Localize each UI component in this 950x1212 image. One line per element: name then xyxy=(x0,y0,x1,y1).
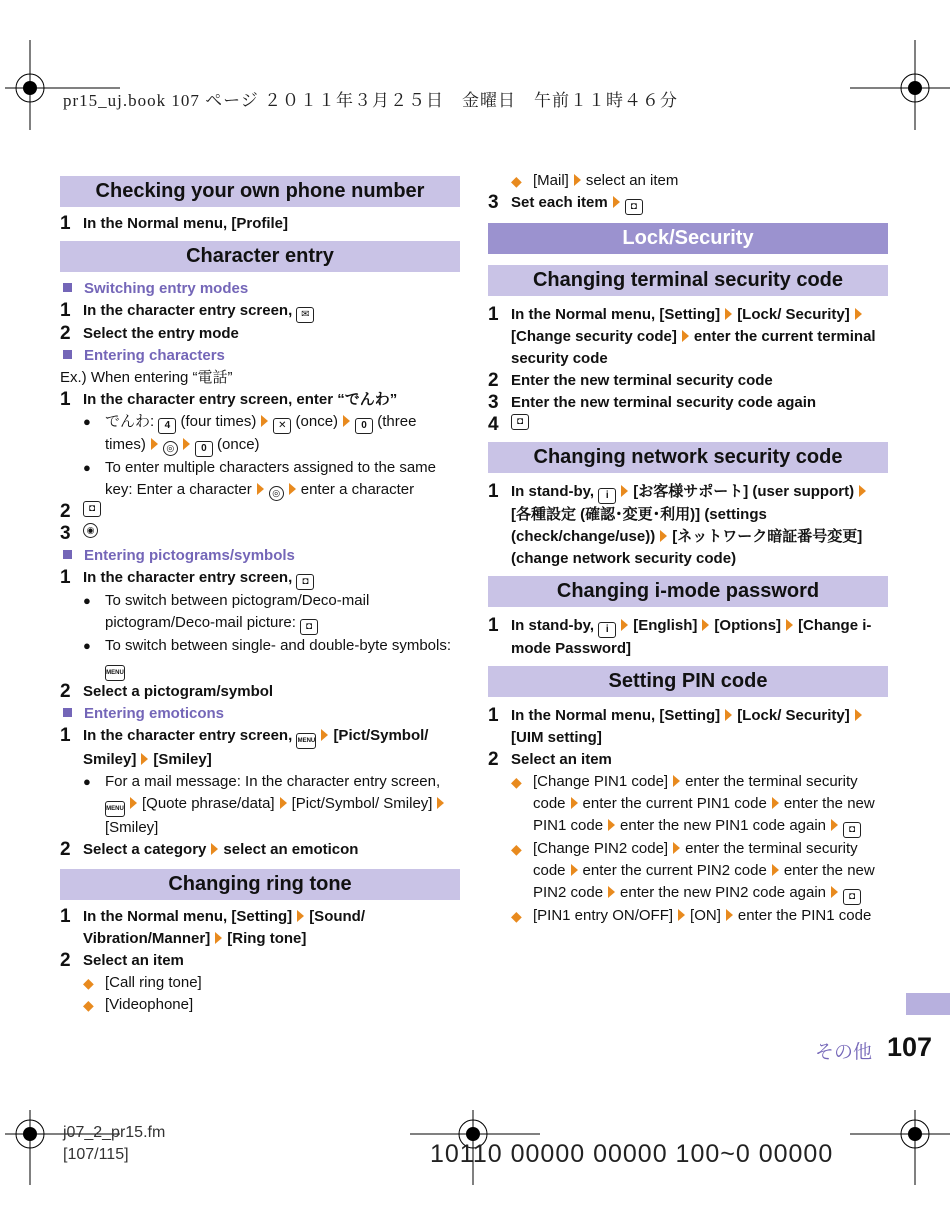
section-heading: Setting PIN code xyxy=(488,666,888,697)
option-item: ◆ [PIN1 entry ON/OFF] [ON] enter the PIN1 code xyxy=(511,907,872,924)
chapter-band: Lock/Security xyxy=(488,223,888,254)
section-heading: Changing terminal security code xyxy=(488,265,888,296)
section-heading: Changing i-mode password xyxy=(488,576,888,607)
step: 1 In the character entry screen, MENU [Pict/Symbol/ Smiley] [Smiley] xyxy=(60,725,429,768)
step: 2 Select a pictogram/symbol xyxy=(60,681,274,702)
bullet: ● でんわ: 4 (four times) ✕ (once) 0 (three times) ◎ 0 (once) xyxy=(60,411,460,457)
step: 2 Select an item xyxy=(60,950,184,971)
option-item: ◆ [Videophone] xyxy=(83,996,194,1013)
chapter-label: その他 xyxy=(815,1042,873,1063)
section-heading: Character entry xyxy=(60,241,460,272)
subtopic: Switching entry modes xyxy=(60,278,460,300)
camera-key-icon: ◘ xyxy=(296,574,314,590)
page-number: 107 xyxy=(887,1032,933,1062)
mail-key-icon: ✉ xyxy=(296,307,314,323)
bullet: ● To enter multiple characters assigned to the same key: Enter a character ◎ enter a character xyxy=(60,457,460,501)
option-item: ◆ [Change PIN1 code] enter the terminal security code enter the current PIN1 code enter the new PIN1 code enter the new PIN1 code again ◘ xyxy=(488,771,888,838)
key-0-icon: 0 xyxy=(195,441,213,457)
bullet: ● For a mail message: In the character entry screen, MENU [Quote phrase/data] [Pict/Symbol/ Smiley][Smiley] xyxy=(60,771,460,839)
step: 2 ◘ xyxy=(60,501,460,523)
option-item: ◆ [Mail] select an item xyxy=(511,172,679,189)
step: 1 In stand-by, i [お客様サポート] (user support)[各種設定 (確認･変更･利用)] (settings (check/change/use)) [ネットワーク暗証番号変更] (change network security code) xyxy=(488,481,888,570)
camera-key-icon: ◘ xyxy=(83,501,101,517)
menu-key-icon: MENU xyxy=(105,801,125,817)
camera-key-icon: ◘ xyxy=(625,199,643,215)
step: 3 Enter the new terminal security code again xyxy=(488,392,817,413)
example: Ex.) When entering “電話” xyxy=(60,369,233,386)
bullet: ● To switch between single- and double-byte symbols: MENU xyxy=(60,635,460,681)
file-info: j07_2_pr15.fm [107/115] xyxy=(63,1124,166,1163)
key-0-icon: 0 xyxy=(355,418,373,434)
section-heading: Changing ring tone xyxy=(60,869,460,900)
camera-key-icon: ◘ xyxy=(843,822,861,838)
subtopic: Entering pictograms/symbols xyxy=(60,545,460,567)
step: 1 In the character entry screen, ✉ xyxy=(60,300,460,323)
chapter-tab xyxy=(906,993,950,1015)
ring-key-icon: ◎ xyxy=(269,486,284,501)
option-item: ◆ [Call ring tone] xyxy=(83,974,202,991)
step: 2 Select the entry mode xyxy=(60,323,239,344)
print-header: pr15_uj.book 107 ページ ２０１１年３月２５日 金曜日 午前１１時４６分 xyxy=(63,91,679,110)
menu-key-icon: MENU xyxy=(105,665,125,681)
key-x-icon: ✕ xyxy=(273,418,291,434)
camera-key-icon: ◘ xyxy=(300,619,318,635)
ring-key-icon: ◎ xyxy=(163,441,178,456)
code-line: 10110 00000 00000 100~0 00000 xyxy=(430,1140,834,1168)
i-key-icon: i xyxy=(598,622,616,638)
step: 4 ◘ xyxy=(488,414,888,436)
step: 1 In the Normal menu, [Setting] [Lock/ Security][UIM setting] xyxy=(488,705,888,749)
key-4-icon: 4 xyxy=(158,418,176,434)
step: 1 In the Normal menu, [Setting] [Lock/ Security][Change security code] enter the current terminal security code xyxy=(488,304,876,367)
option-item: ◆ [Change PIN2 code] enter the terminal security code enter the current PIN2 code enter the new PIN2 code enter the new PIN2 code again ◘ xyxy=(488,838,888,905)
section-heading: Checking your own phone number xyxy=(60,176,460,207)
camera-key-icon: ◘ xyxy=(843,889,861,905)
menu-key-icon: MENU xyxy=(296,733,316,749)
center-key-icon: ◉ xyxy=(83,523,98,538)
step: 3 ◉ xyxy=(60,523,460,545)
step: 2 Select a category select an emoticon xyxy=(60,839,359,860)
step: 2 Select an item xyxy=(488,749,612,770)
step: 1 In the Normal menu, [Profile] xyxy=(60,213,289,234)
step: 1 In the character entry screen, enter “でんわ” xyxy=(60,389,398,410)
camera-key-icon: ◘ xyxy=(511,414,529,430)
step: 1 In the Normal menu, [Setting] [Sound/ Vibration/Manner] [Ring tone] xyxy=(60,906,366,947)
step: 1 In stand-by, i [English] [Options] [Change i-mode Password] xyxy=(488,615,872,657)
subtopic: Entering characters xyxy=(60,345,460,367)
bullet: ● To switch between pictogram/Deco-mail pictogram/Deco-mail picture: ◘ xyxy=(60,590,460,635)
section-heading: Changing network security code xyxy=(488,442,888,473)
step: 2 Enter the new terminal security code xyxy=(488,370,773,391)
step: 1 In the character entry screen, ◘ xyxy=(60,567,460,590)
subtopic: Entering emoticons xyxy=(60,703,460,725)
i-key-icon: i xyxy=(598,488,616,504)
step: 3 Set each item ◘ xyxy=(488,192,888,215)
